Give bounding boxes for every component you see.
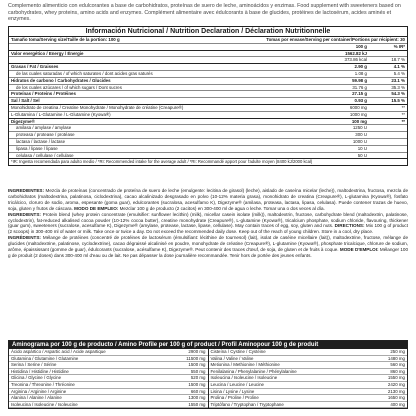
nutrient-value: 300 U — [355, 132, 367, 138]
amino-row — [9, 349, 208, 356]
nutrient-label: de los cuales azúcares / of which sugars / Dont sucres — [16, 84, 122, 90]
nutrient-ri: 35.3 % — [391, 84, 405, 90]
amino-name: Lisina / Lysine / Lysine — [210, 388, 255, 394]
amino-name: Metionina / Methionine / Méthionine — [210, 362, 280, 368]
nutrient-label: Hidratos de carbono / Carbohydrates / Glucides — [11, 77, 111, 83]
amino-quantity: 2130 mg — [387, 388, 405, 394]
nutrient-ri — [367, 153, 405, 159]
nutrient-ri: 5.4 % — [393, 70, 405, 76]
ingredients-section — [8, 188, 408, 259]
nutrient-value: 100 mg — [351, 118, 367, 124]
nutrient-row — [9, 153, 407, 160]
nutrient-row — [9, 119, 407, 126]
nutrient-rows — [9, 51, 407, 160]
amino-name: Ácido aspártico / Aspartic acid / Acide aspartique — [11, 349, 106, 354]
amino-row — [9, 356, 208, 363]
ingredients-fr: INGRÉDIENTS: Mélange de protéines (concentré de protéines de lactosérum (émulsifiant: lécithine de tournesol) (lait), isolat de caséine micellaire (lait)), maltodextrine, fructose, mélange de glucides (maltodextrine, palatinose, cyclodextrine), cacao dégraissé alcalinisé en poudre, monohydrate de créatine (Creapure®), L-glutamine (Kyowa®), phosphate tricalcique, chlorure de sodium, arôme, épaississant (gomme de guar), édulcorants (sucralose, acésulfame K), Digezyme®. Peut contenir des traces d'œuf, de soja, de gluten et de fruits à coque. MODE D'EMPLOI: Mélanger 100 g de produit (2 doses) dans 300-400 ml d'eau ou de lait. Ne pas dépasser la dose journalière recommandée. Tenir hors de portée des jeunes enfants. — [8, 235, 409, 258]
nutrient-label: de las cuales saturadas / of which saturates / dont acides gras saturés — [16, 70, 153, 76]
amino-quantity: 1300 mg — [188, 395, 206, 401]
nutrient-label: Valor energético / Energy / Énergie — [11, 50, 84, 56]
nutrient-ri: 54.3 % — [391, 91, 405, 97]
amino-row — [9, 389, 208, 396]
column-header-ri: % IR* — [393, 43, 405, 49]
amino-name: Prolina / Proline / Proline — [210, 395, 259, 401]
nutrient-value: 1000 U — [352, 138, 367, 144]
nutrient-label: Proteínas / Proteins / Protéines — [11, 91, 76, 97]
amino-row — [209, 402, 408, 409]
nutrient-value: 59.98 g — [352, 77, 367, 83]
nutrient-label: Monohidrato de creatina / Creatine Monohydrate / Monohydrate de créatine (Creapure®) — [11, 104, 184, 110]
nutrient-row — [9, 125, 407, 132]
column-header-per-100g: 100 g — [355, 43, 367, 49]
amino-quantity: 1500 mg — [188, 381, 206, 387]
amino-name: Histidina / Histidine / Histidine — [11, 368, 69, 374]
amino-name: Glutamina / Glutamine / Glutamine — [11, 355, 79, 361]
amino-quantity: 560 mg — [390, 362, 405, 368]
nutrient-row — [9, 57, 407, 64]
amino-row — [209, 362, 408, 369]
nutrient-row — [9, 51, 407, 58]
nutrient-label — [11, 57, 333, 63]
amino-quantity: 2900 mg — [188, 349, 206, 354]
amino-quantity: 550 mg — [190, 368, 206, 374]
nutrient-ri: 4.1 % — [393, 64, 405, 70]
amino-profile-title: Aminograma por 100 g de producto / Amino Profile per 100 g of product / Profil Aminopour 100 g de produit — [9, 341, 407, 349]
amino-name: Glicina / Glycine / Glycine — [11, 375, 62, 381]
nutrient-row — [9, 105, 407, 112]
amino-name: Treonina / Threonine / Thréonine — [11, 381, 75, 387]
nutrient-row — [9, 98, 407, 105]
nutrient-row — [9, 112, 407, 119]
servings-per-container: Tomas por envase/Serving per container/Portions par récipient: 30 — [266, 37, 405, 42]
amino-quantity: 520 mg — [190, 375, 206, 381]
nutrient-label: L-Glutamina / L-Glutamine / L-Glutamine (Kyowa®) — [11, 111, 111, 117]
nutrient-row — [9, 132, 407, 139]
nutrient-label: Grasas / Fat / Graisses — [11, 64, 59, 70]
nutrient-ri: 18.7 % — [391, 57, 405, 63]
nutrition-facts-title: Información Nutricional / Nutrition Declaration / Déclaration Nutritionnelle — [9, 27, 407, 37]
product-description: Complemento alimenticio con edulcorantes a base de carbohidratos, proteínas de suero de leche, aminoácidos y enzimas. Food supplement with sweeteners based on carbohydrates, whey proteins, amino acids and enzymes. Complément alimentaire avec édulcorants à base de glucides, protéines de lactosérum, acides aminés et enzymes. — [8, 3, 401, 23]
amino-row — [9, 382, 208, 389]
nutrient-ri — [367, 146, 405, 152]
amino-quantity: 1480 mg — [387, 355, 405, 361]
nutrient-ri: ** — [401, 104, 405, 110]
amino-row — [209, 349, 408, 356]
amino-quantity: 250 mg — [390, 349, 405, 354]
amino-column-left — [9, 349, 208, 408]
nutrient-label: Digezyme® — [11, 118, 35, 124]
nutrient-row — [9, 71, 407, 78]
amino-row — [209, 369, 408, 376]
amino-name: Alanina / Alanine / Alanine — [11, 395, 62, 401]
amino-name: Isoleucina / Isoleucine / Isoleucine — [11, 401, 78, 407]
amino-quantity: 11500 mg — [186, 355, 206, 361]
column-header-row — [9, 44, 407, 51]
nutrient-ri — [367, 139, 405, 145]
nutrition-facts-table — [8, 26, 408, 166]
nutrient-ri — [367, 132, 405, 138]
amino-name: Valina / Valine / Valine — [210, 355, 254, 361]
nutrient-row — [9, 91, 407, 98]
amino-name: Triptófano / Tryptophan / Tryptophane — [210, 401, 284, 407]
nutrient-value: 1562.82 kJ — [345, 50, 367, 56]
nutrient-value: 10 U — [357, 145, 367, 151]
nutrient-row — [9, 85, 407, 92]
nutrient-row — [9, 64, 407, 71]
amino-quantity: 1550 mg — [387, 375, 405, 381]
amino-row — [209, 356, 408, 363]
amino-name: Cisteína / Cystine / Cystéine — [210, 349, 266, 354]
amino-row — [9, 395, 208, 402]
amino-quantity: 1550 mg — [188, 401, 206, 407]
amino-name: Arginina / Arginine / Arginine — [11, 388, 67, 394]
amino-quantity: 1500 mg — [188, 362, 206, 368]
nutrient-ri — [367, 125, 405, 131]
nutrient-ri: ** — [401, 111, 405, 117]
nutrient-ri: 23.1 % — [391, 77, 405, 83]
amino-quantity: 2420 mg — [387, 381, 405, 387]
amino-row — [9, 402, 208, 409]
amino-quantity: 1650 mg — [387, 395, 405, 401]
facts-footnote: *IR: Ingesta recomendada para adulto medio / *RI: Recommended intake for the average adult / *RI: Recommandé apport pour l'adulte moyen (8400 kJ/2000 kcal) — [11, 159, 313, 165]
amino-row — [9, 375, 208, 382]
amino-row — [209, 375, 408, 382]
serving-size: Tamaño toma/Serving size/Taille de la portion: 100 g — [11, 37, 120, 42]
amino-row — [9, 362, 208, 369]
nutrient-ri — [367, 51, 405, 57]
nutrient-row — [9, 78, 407, 85]
nutrient-row — [9, 146, 407, 153]
nutrient-label: lactasa / lactase / lactase — [16, 138, 66, 144]
nutrient-label: lipasa / lipase / lipase — [16, 145, 58, 151]
amino-row — [9, 369, 208, 376]
amino-row — [209, 395, 408, 402]
nutrient-label: proteasa / protease / protéase — [16, 132, 75, 138]
nutrient-value: 27.15 g — [352, 91, 367, 97]
amino-row — [209, 382, 408, 389]
serving-row — [9, 37, 407, 44]
amino-name: Isoleucina / Isoleucine / Isoleucine — [210, 375, 278, 381]
amino-name: Fenilalanina / Phenylalanine / Phénylalanine — [210, 368, 297, 374]
amino-columns — [9, 349, 407, 408]
amino-profile-table — [8, 340, 408, 409]
nutrient-ri: 15.5 % — [391, 98, 405, 104]
amino-row — [209, 389, 408, 396]
nutrient-value: 2.90 g — [354, 64, 367, 70]
amino-column-right — [208, 349, 408, 408]
ingredients-es: INGREDIENTES: Mezcla de proteínas (concentrado de proteína de suero de leche (emulgente: lecitina de girasol) (leche), aislado de caseína micelar (leche)), maltodextrina, fructosa, mezcla de carbohidratos (maltodextrina, palatinosa, ciclodextrina), cacao alcalinizado desgrasado en polvo (10-12% materia grasa), monohidrato de creatina (Creapure®), L-glutamina (Kyowa®), fosfato tricálcico, cloruro de sodio, aroma, espesante (goma guar), edulcorantes (sucralosa, acesulfamo K), Digezyme® (amilasa, proteasa, lactasa, lipasa, celulasa). Puede contener trazas de huevo, soja, gluten y frutos de cáscara. MODO DE EMPLEO: Mezclar 100 g de producto (2 cacitos) en 300-400 ml de agua o leche. Tomar una o dos veces al día. — [8, 188, 408, 211]
nutrient-label: celulasa / cellulase / cellulase — [16, 152, 74, 158]
amino-quantity: 660 mg — [190, 388, 206, 394]
nutrient-label: amilasa / amylase / amylase — [16, 125, 72, 131]
nutrient-value: 0.93 g — [354, 98, 367, 104]
nutrient-value: 6000 mg — [349, 104, 367, 110]
ingredients-en: INGREDIENTS: Protein blend (whey protein concentrate (emulsifier: sunflower lecithin) (milk), micellar casein isolate (milk)), maltodextrin, fructose, carbohydrate blend (maltodextrin, palatinose, cyclodextrin), fat-reduced alkalised cocoa powder (10-12% cocoa butter), creatine monohydrate (Creapure®), L-glutamine (Kyowa®), tricalcium phosphate, sodium chloride, flavouring, thickener (guar gum), sweeteners (sucralose, acesulfame K), Digezyme® (amylase, protease, lactase, lipase, cellulase). May contain traces of egg, soy, gluten and nuts. DIRECTIONS: Mix 100 g of product (2 scoops) in 300-400 ml of water or milk. Take once or twice a day. Do not exceed the recommended daily dose. Keep out of the reach of young children. Store in a cool, dry place. — [8, 211, 409, 235]
nutrient-value: 31.76 g — [352, 84, 367, 90]
nutrient-label: Sal / Salt / Sel — [11, 98, 40, 104]
facts-footnote-row — [9, 159, 407, 165]
nutrient-value: 50 U — [357, 152, 367, 158]
nutrient-ri: ** — [401, 118, 405, 124]
amino-name: Serina / Serine / Sérine — [11, 362, 57, 368]
nutrient-value: 373.86 kcal — [344, 57, 367, 63]
amino-quantity: 860 mg — [390, 368, 405, 374]
nutrient-value: 1250 U — [352, 125, 367, 131]
nutrient-value: 1000 mg — [349, 111, 367, 117]
nutrient-row — [9, 139, 407, 146]
amino-name: Leucina / Leucine / Leucine — [210, 381, 264, 387]
amino-quantity: 400 mg — [390, 401, 405, 407]
nutrient-value: 1.08 g — [354, 70, 367, 76]
